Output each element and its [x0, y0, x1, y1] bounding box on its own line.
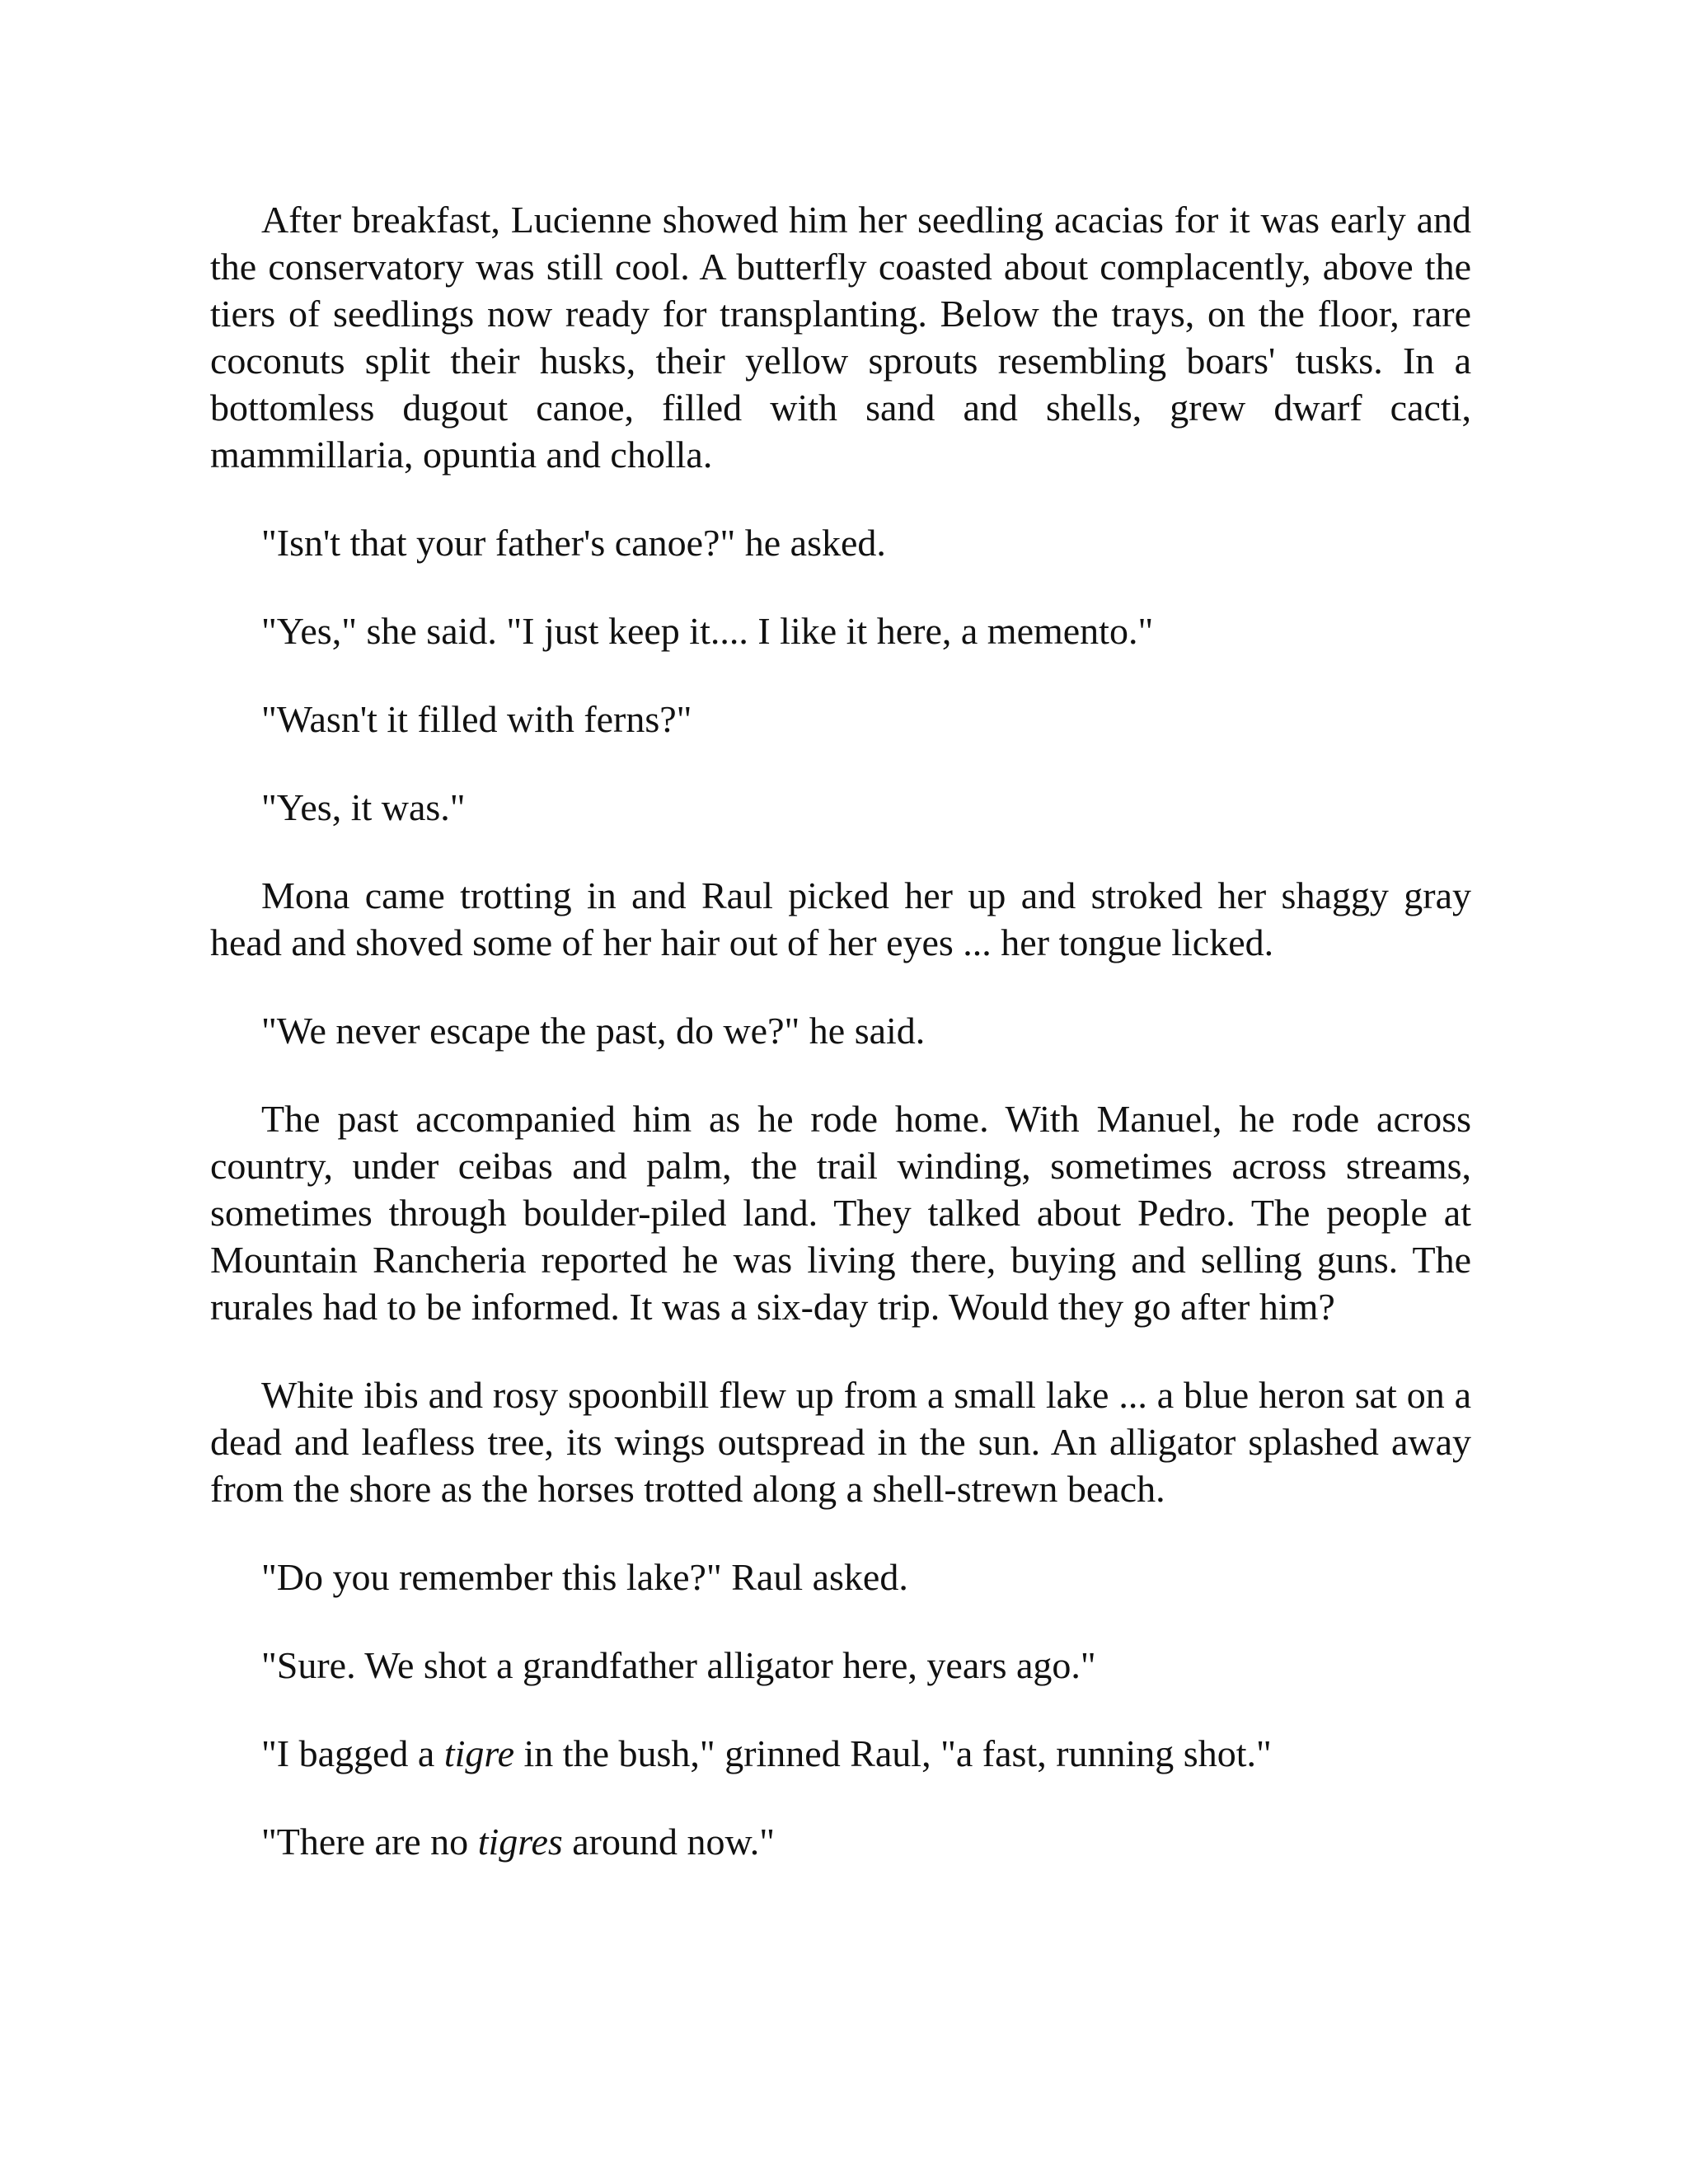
- paragraph: The past accompanied him as he rode home. With Manuel, he rode across country, under ceibas and palm, the trail winding, sometimes across streams, sometimes through boulder-piled land. They talked about Pedro. The people at Mountain Rancheria reported he was living there, buying and selling guns. The rurales had to be informed. It was a six-day trip. Would they go after him?: [210, 1098, 1471, 1328]
- italic-word: tigres: [477, 1821, 563, 1863]
- paragraph-text: "I bagged a: [261, 1732, 444, 1774]
- paragraph: White ibis and rosy spoonbill flew up from a small lake ... a blue heron sat on a dead and leafless tree, its wings outspread in the sun. An alligator splashed away from the shore as the horses trotted along a shell-strewn beach.: [210, 1374, 1471, 1510]
- paragraph: "Yes," she said. "I just keep it.... I like it here, a memento.": [261, 610, 1154, 652]
- paragraph: "Wasn't it filled with ferns?": [261, 698, 692, 740]
- paragraph: "Sure. We shot a grandfather alligator here, years ago.": [261, 1644, 1096, 1686]
- italic-word: tigre: [443, 1732, 515, 1774]
- paragraph: "We never escape the past, do we?" he said.: [261, 1010, 926, 1052]
- paragraph: [210, 1818, 1471, 1865]
- paragraph: Mona came trotting in and Raul picked her up and stroked her shaggy gray head and shoved some of her hair out of her eyes ... her tongue licked.: [210, 874, 1471, 963]
- paragraph-text: around now.": [562, 1821, 776, 1863]
- paragraph: "Do you remember this lake?" Raul asked.: [261, 1556, 908, 1598]
- paragraph-text: "There are no: [261, 1821, 478, 1863]
- paragraph-text: in the bush," grinned Raul, "a fast, running shot.": [514, 1732, 1272, 1774]
- text-block: [210, 196, 1471, 1906]
- paragraph: "Isn't that your father's canoe?" he asked.: [261, 522, 886, 564]
- paragraph: "Yes, it was.": [261, 786, 466, 828]
- paragraph: [210, 1730, 1471, 1777]
- paragraph: After breakfast, Lucienne showed him her seedling acacias for it was early and the conservatory was still cool. A butterfly coasted about complacently, above the tiers of seedlings now ready for transplanting. Below the trays, on the floor, rare coconuts split their husks, their yellow sprouts resembling boars' tusks. In a bottomless dugout canoe, filled with sand and shells, grew dwarf cacti, mammillaria, opuntia and cholla.: [210, 199, 1471, 476]
